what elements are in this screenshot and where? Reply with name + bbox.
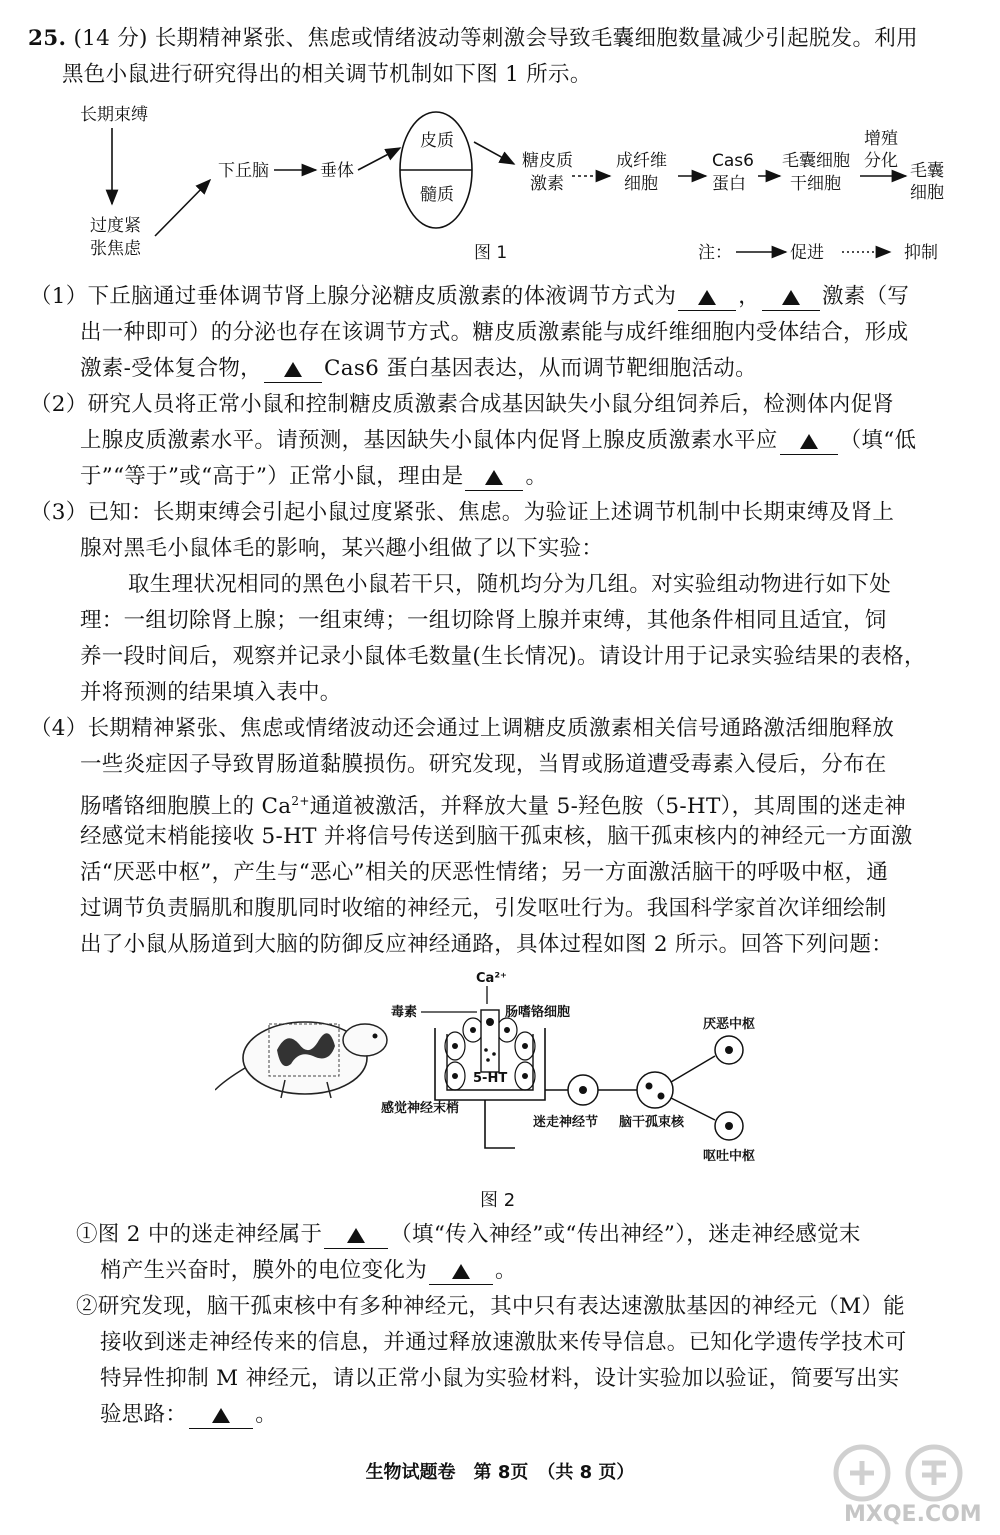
- blank-marker-icon: [698, 290, 716, 305]
- part4-line6: 过调节负责膈肌和腹肌同时收缩的神经元，引发呕吐行为。我国科学家首次详细绘制: [80, 896, 887, 921]
- part2-text-d: 。: [525, 464, 548, 489]
- part4-text-a: 肠嗜铬细胞膜上的 Ca: [80, 794, 292, 820]
- label-sensory-terminal: 感觉神经末梢: [381, 1101, 460, 1116]
- node-stem-line2: 干细胞: [790, 174, 841, 194]
- node-prolif-line2: 分化: [864, 151, 898, 171]
- node-cas6-line2: 蛋白: [712, 174, 746, 194]
- part2-line3: [80, 460, 547, 494]
- label-ec-cell: 肠嗜铬细胞: [505, 1005, 571, 1020]
- label-aversion-center: 厌恶中枢: [703, 1017, 756, 1032]
- nts-dot-a: [646, 1083, 653, 1090]
- sub2-line1: ②研究发现，脑干孤束核中有多种神经元，其中只有表达速激肽基因的神经元（M）能: [76, 1294, 905, 1319]
- part4-line2: 一些炎症因子导致胃肠道黏膜损伤。研究发现，当胃或肠道遭受毒素入侵后，分布在: [80, 752, 887, 777]
- node-fibro-line2: 细胞: [624, 174, 658, 194]
- node-medulla: 髓质: [420, 185, 454, 205]
- answer-blank-2[interactable]: [762, 284, 820, 311]
- part3-line5: 养一段时间后，观察并记录小鼠体毛数量(生长情况)。请设计用于记录实验结果的表格，: [80, 644, 926, 669]
- node-anxiety-line2: 张焦虑: [90, 239, 141, 259]
- figure-1-diagram: [60, 96, 960, 276]
- sub1-line2: [100, 1254, 517, 1288]
- part4-text-b: 通道被激活，并释放大量 5-羟色胺（5-HT），其周围的迷走神: [309, 794, 907, 820]
- sub2-line3: 特异性抑制 M 神经元，请以正常小鼠为实验材料，设计实验加以验证，简要写出实: [100, 1366, 900, 1391]
- nts-dot-b: [658, 1093, 665, 1100]
- legend-promote: 促进: [790, 243, 824, 263]
- sub1-text-d: 。: [495, 1258, 517, 1283]
- figure-2-diagram: [215, 970, 785, 1170]
- sub2-text-b: 。: [255, 1402, 278, 1427]
- part1-text-a: （1）下丘脑通过垂体调节肾上腺分泌糖皮质激素的体液调节方式为: [30, 284, 677, 309]
- aversion-nucleus: [725, 1046, 733, 1054]
- answer-blank-5[interactable]: [465, 464, 523, 491]
- sub1-text-c: 梢产生兴奋时，膜外的电位变化为: [100, 1258, 428, 1283]
- part2-text-b: （填“低: [839, 428, 917, 453]
- part3-line2: 腺对黑毛小鼠体毛的影响，某兴趣小组做了以下实验：: [80, 536, 604, 561]
- question-intro-line1: [28, 22, 918, 56]
- node-gc-line1: 糖皮质: [522, 151, 573, 171]
- nts-neuron: [637, 1072, 673, 1108]
- part3-line4: 理：一组切除肾上腺；一组束缚；一组切除肾上腺并束缚，其他条件相同且适宜，饲: [80, 608, 887, 633]
- answer-blank-3[interactable]: [264, 356, 322, 383]
- figure-1-caption: 图 1: [474, 243, 508, 263]
- blank-marker-icon: [800, 434, 818, 449]
- part2-text-a: 上腺皮质激素水平。请预测，基因缺失小鼠体内促肾上腺皮质激素水平应: [80, 428, 778, 453]
- label-toxin: 毒素: [391, 1005, 418, 1020]
- part1-text-e: Cas6 蛋白基因表达，从而调节靶细胞活动。: [323, 356, 757, 381]
- part3-line1: （3）已知：长期束缚会引起小鼠过度紧张、焦虑。为验证上述调节机制中长期束缚及肾上: [30, 500, 895, 525]
- watermark-text: MXQE.COM: [844, 1502, 982, 1527]
- arrow-anxiety-to-hypothalamus: [155, 180, 210, 236]
- part1-text-d: 激素-受体复合物，: [80, 356, 262, 381]
- node-cortex: 皮质: [420, 131, 454, 151]
- node-prolif-line1: 增殖: [864, 129, 898, 149]
- part4-superscript: 2+: [291, 794, 310, 808]
- question-intro-line2: 黑色小鼠进行研究得出的相关调节机制如下图 1 所示。: [62, 62, 592, 87]
- label-5ht: 5-HT: [473, 1071, 508, 1086]
- answer-blank-8[interactable]: [189, 1402, 253, 1429]
- node-anxiety-line1: 过度紧: [90, 216, 141, 236]
- label-nts: 脑干孤束核: [619, 1115, 685, 1130]
- label-vomit-center: 呕吐中枢: [703, 1149, 756, 1164]
- part4-line3: [80, 784, 906, 824]
- question-number: 25.: [28, 26, 67, 51]
- answer-blank-6[interactable]: [324, 1222, 388, 1249]
- part4-line5: 活“厌恶中枢”，产生与“恶心”相关的厌恶性情绪；另一方面激活脑干的呼吸中枢，通: [80, 860, 889, 885]
- node-cas6-line1: Cas6: [712, 151, 754, 171]
- part1-text-b: ，: [738, 284, 760, 309]
- sub1-text-a: ①图 2 中的迷走神经属于: [76, 1222, 323, 1247]
- legend-inhibit: 抑制: [904, 243, 938, 263]
- node-stimulus: 长期束缚: [80, 105, 148, 125]
- node-fibro-line1: 成纤维: [616, 151, 667, 171]
- answer-blank-7[interactable]: [429, 1258, 493, 1285]
- part2-line1: （2）研究人员将正常小鼠和控制糖皮质激素合成基因缺失小鼠分组饲养后，检测体内促肾: [30, 392, 895, 417]
- part1-text-c: 激素（写: [822, 284, 910, 309]
- part2-text-c: 于”“等于”或“高于”）正常小鼠，理由是: [80, 464, 464, 489]
- part3-line3: 取生理状况相同的黑色小鼠若干只，随机均分为几组。对实验组动物进行如下处: [128, 572, 892, 597]
- node-pituitary: 垂体: [320, 161, 354, 181]
- label-ca: Ca²⁺: [476, 971, 507, 986]
- page-footer: 生物试题卷 第 8页 （共 8 页）: [365, 1462, 635, 1483]
- part4-line7: 出了小鼠从肠道到大脑的防御反应神经通路，具体过程如图 2 所示。回答下列问题：: [80, 932, 894, 957]
- answer-blank-4[interactable]: [780, 428, 838, 455]
- part4-line1: （4）长期精神紧张、焦虑或情绪波动还会通过上调糖皮质激素相关信号通路激活细胞释放: [30, 716, 895, 741]
- watermark-logo: [822, 1439, 982, 1527]
- blank-marker-icon: [212, 1408, 230, 1423]
- blank-marker-icon: [485, 470, 503, 485]
- node-hypothalamus: 下丘脑: [218, 161, 269, 181]
- node-stem-line1: 毛囊细胞: [782, 151, 850, 171]
- blank-marker-icon: [284, 362, 302, 377]
- mouse-illustration: [215, 1022, 387, 1098]
- part1-line1: [30, 280, 909, 314]
- intro-text: 长期精神紧张、焦虑或情绪波动等刺激会导致毛囊细胞数量减少引起脱发。利用: [154, 26, 918, 51]
- sub1-line1: [76, 1218, 861, 1252]
- vagal-nucleus: [579, 1086, 587, 1094]
- sub2-line2: 接收到迷走神经传来的信息，并通过释放速激肽来传导信息。已知化学遗传学技术可: [100, 1330, 907, 1355]
- figure-2-caption: 图 2: [480, 1190, 516, 1211]
- node-follicle-line1: 毛囊: [910, 161, 944, 181]
- blank-marker-icon: [347, 1228, 365, 1243]
- arrow-pituitary-to-adrenal: [358, 148, 400, 170]
- arrow-cortex-to-gc: [474, 142, 514, 164]
- sub2-line4: [100, 1398, 277, 1432]
- answer-blank-1[interactable]: [678, 284, 736, 311]
- label-vagal-ganglion: 迷走神经节: [533, 1115, 599, 1130]
- node-follicle-line2: 细胞: [910, 183, 944, 203]
- question-score: (14 分): [73, 26, 148, 51]
- part4-line4: 经感觉末梢能接收 5-HT 并将信号传送到脑干孤束核，脑干孤束核内的神经元一方面激: [80, 824, 913, 849]
- sub1-text-b: （填“传入神经”或“传出神经”），迷走神经感觉末: [390, 1222, 861, 1247]
- part3-line6: 并将预测的结果填入表中。: [80, 680, 342, 705]
- legend-note: 注：: [698, 243, 732, 263]
- axon-nts-to-aversion: [671, 1056, 715, 1082]
- vomit-nucleus: [725, 1122, 733, 1130]
- part2-line2: [80, 424, 916, 458]
- part1-line3: [80, 352, 757, 386]
- sub2-text-a: 验思路：: [100, 1402, 188, 1427]
- blank-marker-icon: [452, 1264, 470, 1279]
- part1-line2: 出一种即可）的分泌也存在该调节方式。糖皮质激素能与成纤维细胞内受体结合，形成: [80, 320, 909, 345]
- blank-marker-icon: [782, 290, 800, 305]
- node-gc-line2: 激素: [530, 174, 564, 194]
